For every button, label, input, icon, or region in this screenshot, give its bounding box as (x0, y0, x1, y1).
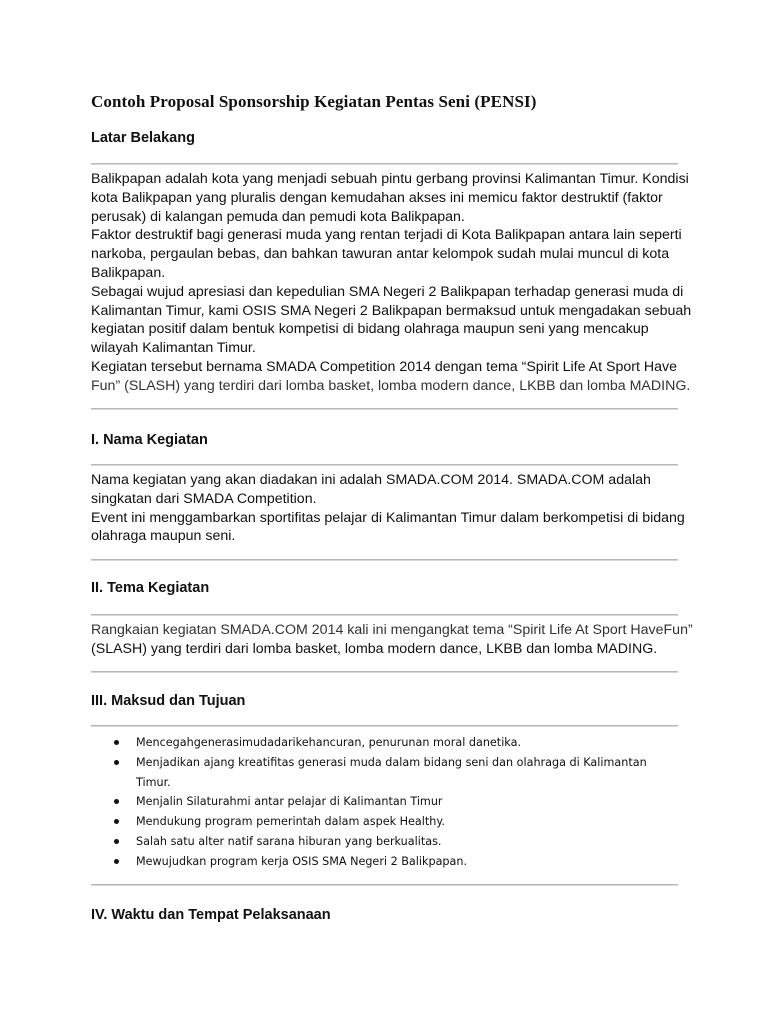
list-item: Salah satu alter natif sarana hiburan yang berkualitas. (112, 832, 647, 852)
paragraph-line: wilayah Kalimantan Timur. (91, 340, 256, 357)
list-item: Menjadikan ajang kreatifitas generasi muda dalam bidang seni dan olahraga di Kalimantan (112, 753, 647, 773)
bullet-icon (114, 839, 119, 844)
paragraph-line: Balikpapan adalah kota yang menjadi sebuah pintu gerbang provinsi Kalimantan Timur. Kondisi (91, 171, 689, 187)
section-heading-latar-belakang: Latar Belakang (91, 130, 195, 146)
section-divider (91, 464, 678, 466)
objectives-list (112, 733, 647, 872)
section-body-tema-kegiatan (91, 621, 691, 659)
list-item: Mendukung program pemerintah dalam aspek Healthy. (112, 812, 647, 832)
paragraph-line: (SLASH) yang terdiri dari lomba basket, lomba modern dance, LKBB dan lomba MADING. (91, 640, 658, 657)
paragraph-line: perusak) di kalangan pemuda dan pemudi kota Balikpapan. (91, 208, 465, 225)
list-item-continuation: Timur. (136, 775, 171, 789)
section-divider (91, 163, 678, 165)
section-divider (91, 671, 678, 673)
section-heading-tema-kegiatan: II. Tema Kegiatan (91, 580, 210, 596)
bullet-icon (114, 760, 119, 765)
section-divider (91, 614, 678, 616)
section-heading-maksud-tujuan: III. Maksud dan Tujuan (91, 693, 246, 709)
paragraph-line: kota Balikpapan yang pluralis dengan kemudahan akses ini memicu faktor destruktif (faktor (91, 189, 663, 206)
section-divider (91, 559, 678, 561)
paragraph-line: Event ini menggambarkan sportifitas pelajar di Kalimantan Timur dalam berkompetisi di bidang (91, 509, 685, 526)
bullet-icon (114, 740, 119, 745)
list-item: Menjalin Silaturahmi antar pelajar di Kalimantan Timur (112, 792, 647, 812)
section-heading-waktu-tempat: IV. Waktu dan Tempat Pelaksanaan (91, 907, 331, 923)
paragraph-line: Balikpapan. (91, 264, 166, 281)
paragraph-line: Nama kegiatan yang akan diadakan ini adalah SMADA.COM 2014. SMADA.COM adalah (91, 472, 651, 488)
section-body-nama-kegiatan (91, 471, 691, 546)
document-title: Contoh Proposal Sponsorship Kegiatan Pentas Seni (PENSI) (91, 92, 537, 111)
section-divider (91, 725, 678, 727)
section-body-latar-belakang (91, 170, 691, 396)
paragraph-line: narkoba, pergaulan bebas, dan bahkan tawuran antar kelompok sudah mulai muncul di kota (91, 246, 670, 263)
paragraph-line: singkatan dari SMADA Competition. (91, 490, 317, 507)
paragraph-line: kegiatan positif dalam bentuk kompetisi di bidang olahraga maupun seni yang mencakup (91, 321, 649, 338)
paragraph-line: Rangkaian kegiatan SMADA.COM 2014 kali ini mengangkat tema “Spirit Life At Sport HaveFun” (91, 622, 693, 638)
list-item: Mewujudkan program kerja OSIS SMA Negeri 2 Balikpapan. (112, 852, 647, 872)
paragraph-line: Kegiatan tersebut bernama SMADA Competition 2014 dengan tema “Spirit Life At Sport Have (91, 358, 677, 375)
list-item: Mencegahgenerasimudadarikehancuran, penurunan moral danetika. (112, 733, 647, 753)
paragraph-line: Kalimantan Timur, kami OSIS SMA Negeri 2 Balikpapan bermaksud untuk mengadakan sebuah (91, 302, 692, 319)
paragraph-line: olahraga maupun seni. (91, 528, 236, 545)
paragraph-line: Sebagai wujud apresiasi dan kepedulian SMA Negeri 2 Balikpapan terhadap generasi muda di (91, 283, 684, 300)
section-heading-nama-kegiatan: I. Nama Kegiatan (91, 432, 208, 448)
bullet-icon (114, 859, 119, 864)
paragraph-line: Faktor destruktif bagi generasi muda yang rentan terjadi di Kota Balikpapan antara lain seperti (91, 227, 682, 244)
bullet-icon (114, 819, 119, 824)
section-divider (91, 884, 678, 886)
section-divider (91, 408, 678, 410)
bullet-icon (114, 799, 119, 804)
paragraph-line: Fun” (SLASH) yang terdiri dari lomba basket, lomba modern dance, LKBB dan lomba MADING. (91, 377, 691, 394)
